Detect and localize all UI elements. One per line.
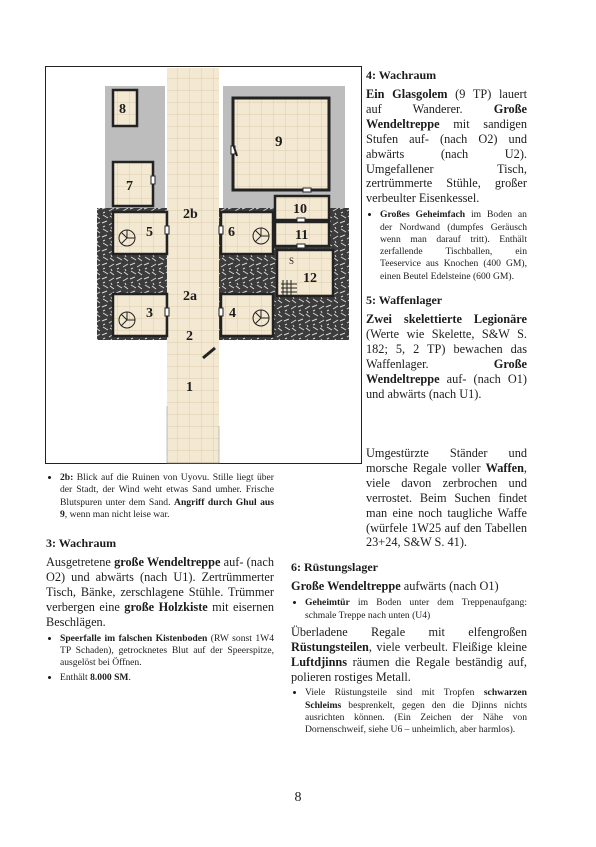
map-label-2a: 2a — [183, 289, 197, 304]
map-label-12: 12 — [303, 271, 317, 286]
room2b-text-end: , wenn man nicht leise war. — [64, 508, 170, 520]
map-label-4: 4 — [229, 306, 236, 321]
map-label-7: 7 — [126, 179, 133, 194]
map-label-3: 3 — [146, 306, 153, 321]
map-label-9: 9 — [275, 134, 283, 150]
room2b-bullet — [60, 472, 274, 521]
room6-paragraph: Große Wendeltreppe aufwärts (nach O1) — [291, 579, 499, 594]
room6-notes-1 — [291, 597, 527, 622]
room6-heading: 6: Rüstungslager — [291, 560, 379, 575]
room2b-notes — [46, 472, 274, 521]
room4-paragraph: Ein Glasgolem (9 TP) lauert auf Wanderer. Große Wendeltreppe mit sandigen Stufen auf- (nach O2) und abwärts (nach U2). Umgefallener Tisch, zertrümmerte Stühle, großer verbeulter Eisenkessel. — [366, 87, 527, 206]
left-column — [46, 472, 274, 687]
map-label-6: 6 — [228, 225, 235, 240]
room3-bullet-loot: • Enthält 8.000 SM. — [60, 672, 274, 684]
map-label-1: 1 — [186, 380, 193, 395]
map-label-2: 2 — [186, 329, 193, 344]
room2b-ghoul: Angriff durch Ghul aus 9 — [60, 496, 274, 520]
room-7 — [113, 162, 153, 206]
map-label-s: S — [289, 256, 295, 266]
room6-paragraph-2: Überladene Regale mit elfengroßen Rüstungsteilen, viele verbeult. Fleißige kleine Luftdjinns räumen die Regale beständig auf, polieren rostiges Metall. — [291, 624, 527, 684]
room5-heading: 5: Waffenlager — [366, 293, 443, 308]
room3-heading: 3: Wachraum — [46, 536, 117, 551]
map-label-11: 11 — [295, 228, 309, 243]
page-number: 8 — [294, 790, 302, 805]
room2b-text: Blick auf die Ruinen von Uyovu. Stille liegt über der Stadt, der Wind weht etwas Sand umher. Frische Blutspuren unter dem Sand. — [60, 472, 274, 508]
room3-bullet-trap: • Speerfalle im falschen Kistenboden (RW sonst 1W4 TP Schaden), getrocknetes Blut auf der Speerspitze, ausgelöst bei Öffnen. — [60, 633, 274, 670]
corridor — [167, 68, 219, 463]
room5-paragraph-2: Umgestürzte Ständer und morsche Regale voller Waffen, viele davon zerbrochen und verrostet. Beim Suchen findet man eine noch taugliche Waffe (würfele 1W25 auf den Tabellen 23+24, S&W S. 41). — [366, 446, 527, 550]
room4-bullet-secret: • Großes Geheimfach im Boden an der Nordwand (dumpfes Geräusch wenn man darauf tritt). Enthält zerfallende Tischballen, ein Teeservice aus Knochen (400 GM), einen Beutel Edelsteine (600 GM). — [380, 209, 527, 283]
map-label-8: 8 — [119, 102, 126, 117]
dungeon-map — [45, 66, 362, 464]
room6-bullet-secret-door: • Geheimtür im Boden unter dem Treppenaufgang: schmale Treppe nach unten (U4) — [305, 597, 527, 622]
room3-paragraph: Ausgetretene große Wendeltreppe auf- (nach O2) und abwärts (nach U1). Zertrümmerter Tisch, Bänke, zerschlagene Stühle. Trümmer verbergen eine große Holzkiste mit eisernen Beschlägen. — [46, 555, 274, 629]
map-label-2b: 2b — [183, 207, 198, 222]
map-label-10: 10 — [293, 202, 307, 217]
room4-heading: 4: Wachraum — [366, 68, 437, 82]
room2b-key: 2b: — [60, 472, 74, 483]
room5-paragraph: Zwei skelettierte Legionäre (Werte wie Skelette, S&W S. 182; 5, 2 TP) bewachen das Waffenlager. Große Wendeltreppe auf- (nach O1) und abwärts (nach U1). — [366, 312, 527, 401]
room6-notes-2 — [291, 687, 527, 736]
map-label-5: 5 — [146, 225, 153, 240]
right-column-top — [366, 68, 527, 404]
room3-notes — [46, 633, 274, 684]
room4-notes — [366, 209, 527, 283]
room6-bullet-slime: • Viele Rüstungsteile sind mit Tropfen schwarzen Schleims besprenkelt, gegen den die Djinns nichts ausrichten können. (Ein Zeichen der Nähe von Dornenschweif, siehe U6 – unheimlich, aber harmlos). — [305, 687, 527, 736]
right-column-bottom — [291, 446, 527, 740]
